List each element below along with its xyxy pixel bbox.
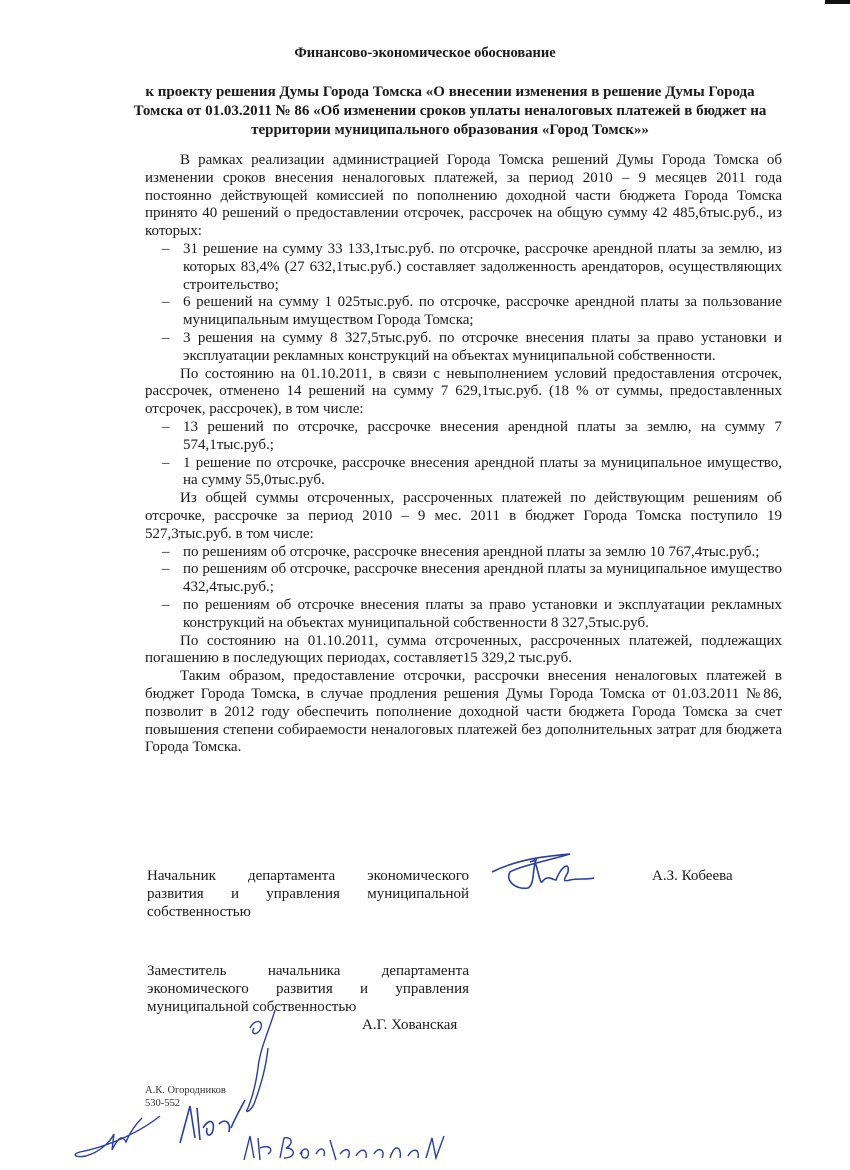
dash-bullet: –: [162, 418, 170, 435]
list-item-text: 6 решений на сумму 1 025тыс.руб. по отсрочке, рассрочке арендной платы за пользование муниципальным имуществом Города Томска;: [183, 294, 782, 329]
list-item-text: 1 решение по отсрочке, рассрочке внесения арендной платы за муниципальное имущество, на сумму 55,0тыс.руб.: [183, 454, 782, 489]
list-item-text: по решениям об отсрочке, рассрочке внесения арендной платы за муниципальное имущество 432,4тыс.руб.;: [183, 561, 782, 596]
list-item-text: 31 решение на сумму 33 133,1тыс.руб. по отсрочке, рассрочке арендной платы за землю, из которых 83,4% (27 632,1тыс.руб.) составляет задолженность арендаторов, осуществляющих строительство;: [183, 240, 782, 293]
list-cancelled: [145, 419, 782, 490]
list-item: [145, 544, 782, 562]
signature-block-head: [147, 868, 469, 921]
dash-bullet: –: [162, 561, 170, 578]
position-text-end: муниципальной собственностью: [147, 998, 357, 1015]
executor-phone: 530-552: [145, 1098, 180, 1109]
handwritten-signature-icon: [240, 1130, 460, 1165]
list-item-text: 3 решения на сумму 8 327,5тыс.руб. по отсрочке внесения платы за право установки и эксплуатации рекламных конструкций на объектах муниципальной собственности.: [183, 329, 782, 364]
list-received: [145, 544, 782, 633]
document-title: Финансово-экономическое обоснование: [294, 45, 556, 61]
dash-bullet: –: [162, 294, 170, 311]
list-item: [145, 241, 782, 294]
handwritten-signature-icon: [490, 850, 600, 895]
list-item: [145, 294, 782, 330]
handwritten-signature-icon: [70, 1112, 170, 1162]
list-item: [145, 561, 782, 597]
list-item-text: 13 решений по отсрочке, рассрочке внесения арендной платы за землю, на сумму 7 574,1тыс.руб.;: [183, 418, 782, 453]
position-text-end: собственностью: [147, 903, 251, 920]
paragraph-conclusion: Таким образом, предоставление отсрочки, рассрочки внесения неналоговых платежей в бюджет Города Томска, в случае продления решения Думы Города Томска от 01.03.2011 №86, позволит в 2012 году обеспечить пополнение доходной части бюджета Города Томска за счет повышения степени собираемости неналоговых платежей без дополнительных затрат для бюджета Города Томска.: [145, 668, 782, 756]
signatory-position: [147, 868, 469, 921]
list-item: [145, 597, 782, 633]
list-decisions: [145, 241, 782, 366]
dash-bullet: –: [162, 240, 170, 257]
signatory-name: А.Г. Хованская: [362, 1017, 458, 1033]
paragraph-remaining: По состоянию на 01.10.2011, сумма отсроченных, рассроченных платежей, подлежащих погашению в последующих периодах, составляет15 329,2 тыс.руб.: [145, 632, 782, 667]
scan-corner-mark: [825, 0, 850, 4]
list-item: [145, 419, 782, 455]
position-text: Заместитель начальника департамента экономического развития и управления: [147, 963, 469, 997]
document-subtitle: к проекту решения Думы Города Томска «О внесении изменения в решение Думы Города Томска от 01.03.2011 № 86 «Об изменении сроков уплаты неналоговых платежей в бюджет на территории муниципального образования «Город Томск»»: [133, 84, 767, 138]
dash-bullet: –: [162, 543, 170, 560]
dash-bullet: –: [162, 596, 170, 613]
list-item: [145, 330, 782, 366]
position-text: Начальник департамента экономического развития и управления муниципальной: [147, 868, 469, 902]
list-item-text: по решениям об отсрочке внесения платы за право установки и эксплуатации рекламных конструкций на объектах муниципальной собственности 8 327,5тыс.руб.: [183, 596, 782, 631]
paragraph-cancelled: По состоянию на 01.10.2011, в связи с невыполнением условий предоставления отсрочек, рассрочек, отменено 14 решений на сумму 7 629,1тыс.руб. (18 % от суммы, предоставленных отсрочек, рассрочек), в том числе:: [145, 365, 782, 418]
document-body: [145, 152, 782, 757]
list-item-text: по решениям об отсрочке, рассрочке внесения арендной платы за землю 10 767,4тыс.руб.;: [183, 543, 760, 560]
paragraph-intro: В рамках реализации администрацией Города Томска решений Думы Города Томска об изменении сроков внесения неналоговых платежей, за период 2010 – 9 месяцев 2011 года постоянно действующей комиссией по пополнению доходной части бюджета Города Томска принято 40 решений о предоставлении отсрочек, рассрочек на общую сумму 42 485,6тыс.руб., из которых:: [145, 152, 782, 240]
paragraph-received: Из общей суммы отсроченных, рассроченных платежей по действующим решениям об отсрочке, рассрочке за период 2010 – 9 мес. 2011 в бюджет Города Томска поступило 19 527,3тыс.руб. в том числе:: [145, 490, 782, 542]
dash-bullet: –: [162, 329, 170, 346]
dash-bullet: –: [162, 454, 170, 471]
executor-name: А.К. Огородников: [145, 1085, 226, 1096]
signatory-name: А.З. Кобеева: [652, 868, 733, 884]
list-item: [145, 455, 782, 491]
